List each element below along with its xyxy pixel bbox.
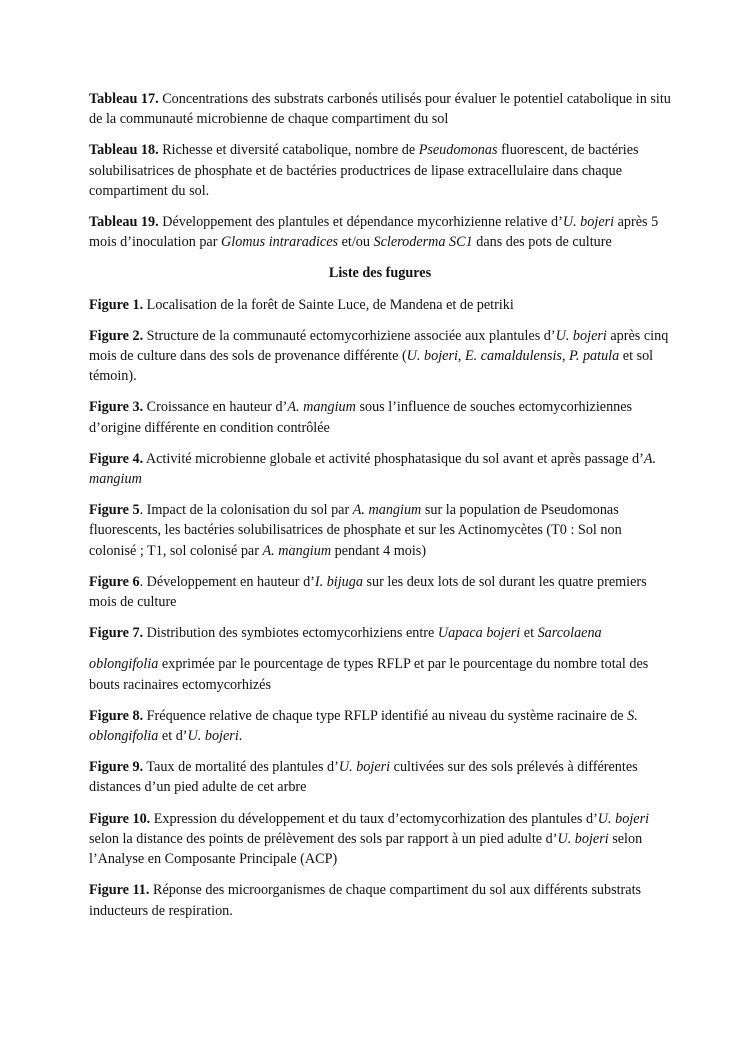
caption-species-name: U. bojeri bbox=[338, 759, 391, 776]
caption-text: Richesse et diversité catabolique, nombre de bbox=[158, 142, 419, 159]
caption-text: Expression du développement et du taux d’ectomycorhization des plantules d’ bbox=[150, 810, 598, 827]
caption-species-name: Sarcolaena bbox=[537, 625, 602, 642]
figure-caption bbox=[89, 295, 671, 315]
caption-text: Taux de mortalité des plantules d’ bbox=[143, 759, 339, 776]
caption-species-name: I. bijuga bbox=[314, 573, 363, 590]
caption-text: Réponse des microorganismes de chaque compartiment du sol aux différents substrats inducteurs de respiration. bbox=[89, 882, 642, 919]
caption-text: sous l’influence de souches ectomycorhiziennes d’origine différente en condition contrôlée bbox=[89, 399, 633, 436]
caption-species-name: Glomus intraradices bbox=[221, 234, 339, 251]
caption-species-name: U. bojeri bbox=[406, 348, 458, 365]
caption-species-name: oblongifolia bbox=[89, 656, 159, 673]
caption-species-name: U. bojeri bbox=[557, 830, 609, 847]
figure-caption bbox=[89, 757, 671, 797]
caption-species-name: U. bojeri bbox=[562, 214, 615, 231]
caption-label: Figure 8. bbox=[89, 707, 144, 724]
caption-text: Croissance en hauteur d’ bbox=[143, 399, 288, 416]
caption-label: Figure 7. bbox=[89, 625, 144, 642]
caption-text: sur les deux lots de sol durant les quatre premiers mois de culture bbox=[89, 573, 647, 611]
caption-species-name: U. bojeri bbox=[597, 810, 650, 827]
caption-species-name: E. camaldulensis bbox=[465, 348, 562, 365]
caption-text: et d’ bbox=[158, 728, 188, 745]
caption-species-name: S. oblongifolia bbox=[89, 707, 638, 745]
figure-caption-continuation bbox=[89, 654, 671, 694]
caption-text: . bbox=[238, 728, 243, 745]
caption-species-name: A. mangium bbox=[287, 399, 356, 416]
caption-species-name: A. mangium bbox=[352, 502, 422, 519]
caption-text: Activité microbienne globale et activité phosphatasique du sol avant et après passage d’ bbox=[143, 450, 644, 467]
caption-text: fluorescent, de bactéries solubilisatrices de phosphate et de bactéries productrices de lipase extracellulaire dans chaque compartiment du sol. bbox=[89, 142, 639, 199]
caption-text: Développement des plantules et dépendance mycorhizienne relative d’ bbox=[158, 214, 563, 231]
caption-text: . Développement en hauteur d’ bbox=[139, 573, 315, 590]
caption-species-name: U. bojeri bbox=[187, 728, 239, 745]
figure-caption bbox=[89, 397, 671, 437]
caption-text: exprimée par le pourcentage de types RFLP et par le pourcentage du nombre total des bouts racinaires ectomycorhizés bbox=[89, 656, 649, 693]
caption-label: Figure 6 bbox=[89, 573, 140, 590]
caption-label: Tableau 19. bbox=[89, 214, 159, 231]
caption-label: Figure 9. bbox=[89, 759, 144, 776]
caption-label: Figure 11. bbox=[89, 882, 150, 899]
table-caption bbox=[89, 140, 671, 201]
caption-text: Concentrations des substrats carbonés utilisés pour évaluer le potentiel catabolique in situ de la communauté microbienne de chaque compartiment du sol bbox=[89, 91, 671, 128]
figure-caption bbox=[89, 326, 671, 387]
caption-text: et sol témoin). bbox=[89, 348, 654, 385]
caption-text: dans des pots de culture bbox=[472, 234, 612, 251]
figure-list bbox=[89, 295, 671, 921]
figure-caption bbox=[89, 880, 671, 920]
caption-text: et/ou bbox=[338, 234, 374, 251]
caption-text: . Impact de la colonisation du sol par bbox=[139, 502, 353, 519]
caption-species-name: A. mangium bbox=[89, 450, 657, 488]
table-caption bbox=[89, 212, 671, 252]
caption-label: Tableau 18. bbox=[89, 142, 159, 159]
figure-caption bbox=[89, 572, 671, 612]
caption-text: , bbox=[561, 348, 570, 365]
figure-caption bbox=[89, 449, 671, 489]
caption-label: Figure 1. bbox=[89, 296, 144, 313]
table-caption bbox=[89, 89, 671, 129]
caption-text: Localisation de la forêt de Sainte Luce, de Mandena et de petriki bbox=[143, 296, 514, 313]
figure-caption bbox=[89, 706, 671, 746]
caption-species-name: U. bojeri bbox=[555, 327, 607, 344]
caption-text: selon l’Analyse en Composante Principale (ACP) bbox=[89, 830, 643, 868]
caption-species-name: A. mangium bbox=[262, 542, 332, 559]
caption-label: Figure 10. bbox=[89, 810, 151, 827]
caption-text: Fréquence relative de chaque type RFLP identifié au niveau du système racinaire de bbox=[143, 707, 628, 724]
caption-species-name: Pseudomonas bbox=[418, 142, 498, 159]
caption-text: , bbox=[457, 348, 465, 365]
figures-list-heading: Liste des fugures bbox=[328, 265, 432, 282]
caption-label: Figure 5 bbox=[89, 502, 140, 519]
caption-text: selon la distance des points de prélèvement des sols par rapport à un pied adulte d’ bbox=[89, 830, 558, 847]
caption-species-name: Uapaca bojeri bbox=[437, 625, 521, 642]
caption-species-name: P. patula bbox=[569, 348, 620, 365]
caption-species-name: Scleroderma SC1 bbox=[373, 234, 473, 251]
caption-label: Figure 4. bbox=[89, 450, 144, 467]
figure-caption bbox=[89, 809, 671, 870]
caption-text: après cinq mois de culture dans des sols de provenance différente ( bbox=[89, 327, 669, 365]
caption-text: sur la population de Pseudomonas fluorescents, les bactéries solubilisatrices de phosphate et sur les Actinomycètes (T0 : Sol non colonisé ; T1, sol colonisé par bbox=[89, 502, 622, 559]
caption-text: après 5 mois d’inoculation par bbox=[89, 214, 659, 251]
caption-text: et bbox=[520, 625, 538, 642]
figure-caption bbox=[89, 500, 671, 561]
caption-text: Distribution des symbiotes ectomycorhiziens entre bbox=[143, 625, 438, 642]
caption-label: Figure 3. bbox=[89, 399, 144, 416]
caption-label: Figure 2. bbox=[89, 327, 144, 344]
figure-caption bbox=[89, 623, 671, 643]
document-page bbox=[89, 89, 671, 932]
caption-text: pendant 4 mois) bbox=[331, 542, 427, 559]
caption-text: cultivées sur des sols prélevés à différentes distances d’un pied adulte de cet arbre bbox=[89, 759, 638, 796]
caption-label: Tableau 17. bbox=[89, 91, 159, 107]
caption-text: Structure de la communauté ectomycorhiziene associée aux plantules d’ bbox=[143, 327, 556, 344]
table-list bbox=[89, 89, 671, 252]
